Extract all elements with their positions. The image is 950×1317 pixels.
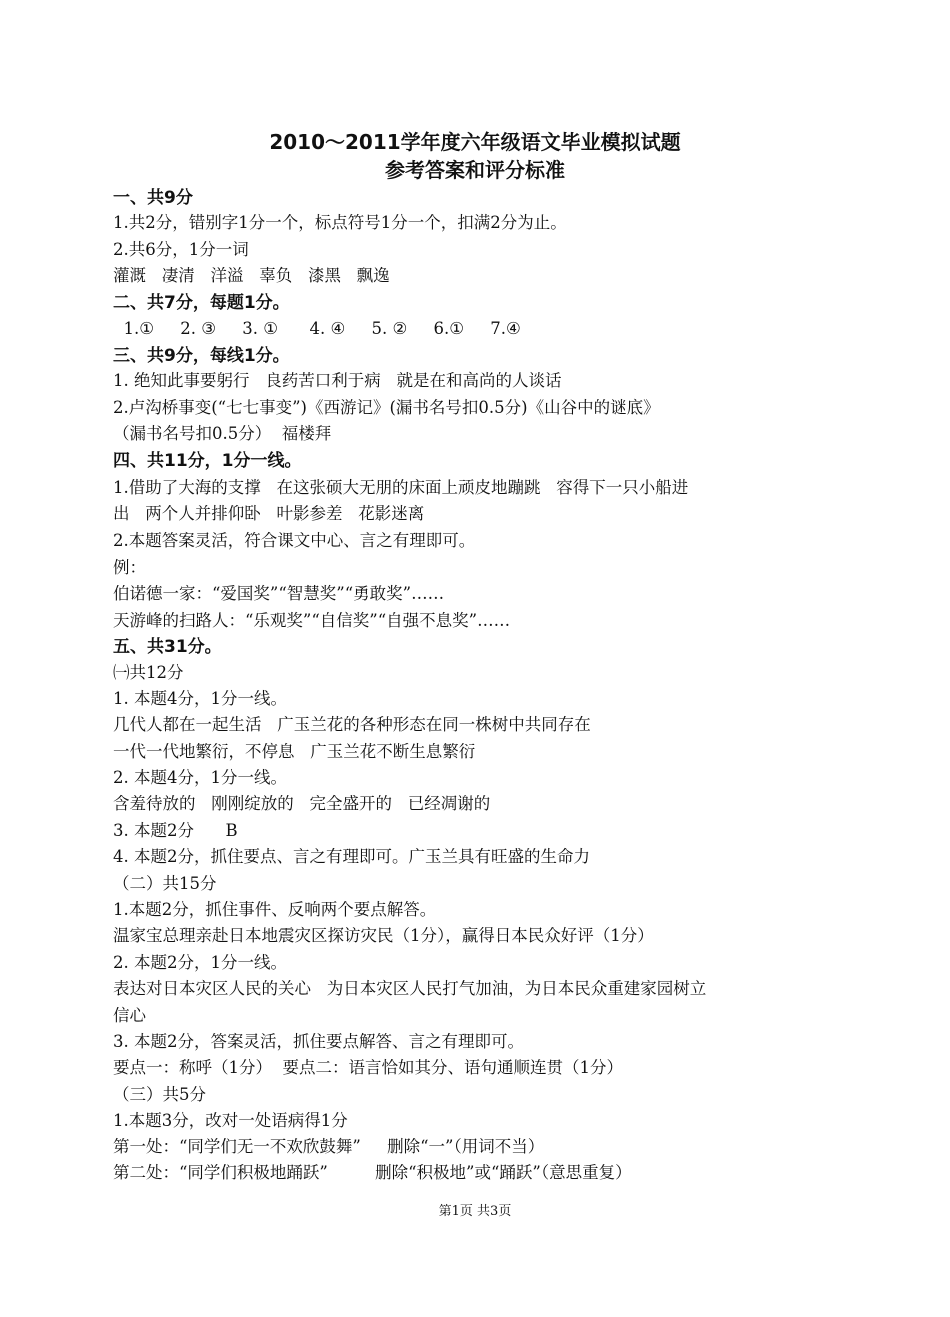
- answer-line: 几代人都在一起生活 广玉兰花的各种形态在同一株树中共同存在: [113, 715, 591, 734]
- answer-line: 2. 本题2分，1分一线。: [113, 953, 287, 972]
- section-heading: 二、共7分，每题1分。: [113, 293, 290, 313]
- section-heading: 四、共11分，1分一线。: [113, 451, 302, 471]
- answer-line: （三）共5分: [113, 1085, 206, 1104]
- answer-line: 1.共2分，错别字1分一个，标点符号1分一个，扣满2分为止。: [113, 213, 567, 232]
- answer-line: 1.① 2. ③ 3. ① 4. ④ 5. ② 6.① 7.④: [113, 319, 521, 338]
- answer-line: 1. 本题4分，1分一线。: [113, 689, 287, 708]
- document-subtitle: 参考答案和评分标准: [385, 158, 565, 182]
- answer-line: ㈠共12分: [113, 663, 184, 682]
- document-title: 2010～2011学年度六年级语文毕业模拟试题: [269, 130, 681, 154]
- answer-line: （二）共15分: [113, 874, 217, 893]
- section-heading: 五、共31分。: [113, 637, 222, 657]
- answer-line: 要点一：称呼（1分） 要点二：语言恰如其分、语句通顺连贯（1分）: [113, 1058, 623, 1077]
- answer-line: 3. 本题2分 B: [113, 821, 238, 840]
- answer-line: 温家宝总理亲赴日本地震灾区探访灾民（1分），赢得日本民众好评（1分）: [113, 926, 654, 945]
- section-heading: 三、共9分，每线1分。: [113, 346, 290, 366]
- answer-line: 伯诺德一家：“爱国奖”“智慧奖”“勇敢奖”……: [113, 584, 445, 603]
- answer-line: （漏书名号扣0.5分） 福楼拜: [113, 424, 332, 443]
- answer-line: 4. 本题2分，抓住要点、言之有理即可。广玉兰具有旺盛的生命力: [113, 847, 590, 866]
- answer-line: 1. 绝知此事要躬行 良药苦口利于病 就是在和高尚的人谈话: [113, 371, 562, 390]
- answer-line: 信心: [113, 1006, 146, 1025]
- answer-line: 含羞待放的 刚刚绽放的 完全盛开的 已经凋谢的: [113, 794, 491, 813]
- answer-line: 第一处：“同学们无一不欢欣鼓舞” 删除“一”（用词不当）: [113, 1137, 545, 1156]
- answer-line: 1.本题2分，抓住事件、反响两个要点解答。: [113, 900, 437, 919]
- answer-line: 2.本题答案灵活，符合课文中心、言之有理即可。: [113, 531, 476, 550]
- answer-line: 一代一代地繁衍，不停息 广玉兰花不断生息繁衍: [113, 742, 476, 761]
- answer-line: 第二处：“同学们积极地踊跃” 删除“积极地”或“踊跃”（意思重复）: [113, 1163, 632, 1182]
- answer-line: 2.共6分，1分一词: [113, 240, 249, 259]
- answer-line: 灌溉 凄清 洋溢 辜负 漆黑 飘逸: [113, 266, 390, 285]
- answer-line: 表达对日本灾区人民的关心 为日本灾区人民打气加油，为日本民众重建家园树立: [113, 979, 707, 998]
- section-heading: 一、共9分: [113, 188, 193, 208]
- answer-line: 出 两个人并排仰卧 叶影参差 花影迷离: [113, 504, 425, 523]
- answer-line: 3. 本题2分，答案灵活，抓住要点解答、言之有理即可。: [113, 1032, 524, 1051]
- answer-line: 例：: [113, 558, 146, 577]
- answer-line: 2.卢沟桥事变(“七七事变”)《西游记》(漏书名号扣0.5分)《山谷中的谜底》: [113, 398, 660, 417]
- answer-line: 天游峰的扫路人：“乐观奖”“自信奖”“自强不息奖”……: [113, 611, 511, 630]
- answer-line: 1.借助了大海的支撑 在这张硕大无朋的床面上顽皮地蹦跳 容得下一只小船进: [113, 478, 689, 497]
- page-footer: 第1页 共3页: [438, 1204, 512, 1219]
- answer-line: 2. 本题4分，1分一线。: [113, 768, 287, 787]
- answer-line: 1.本题3分，改对一处语病得1分: [113, 1111, 348, 1130]
